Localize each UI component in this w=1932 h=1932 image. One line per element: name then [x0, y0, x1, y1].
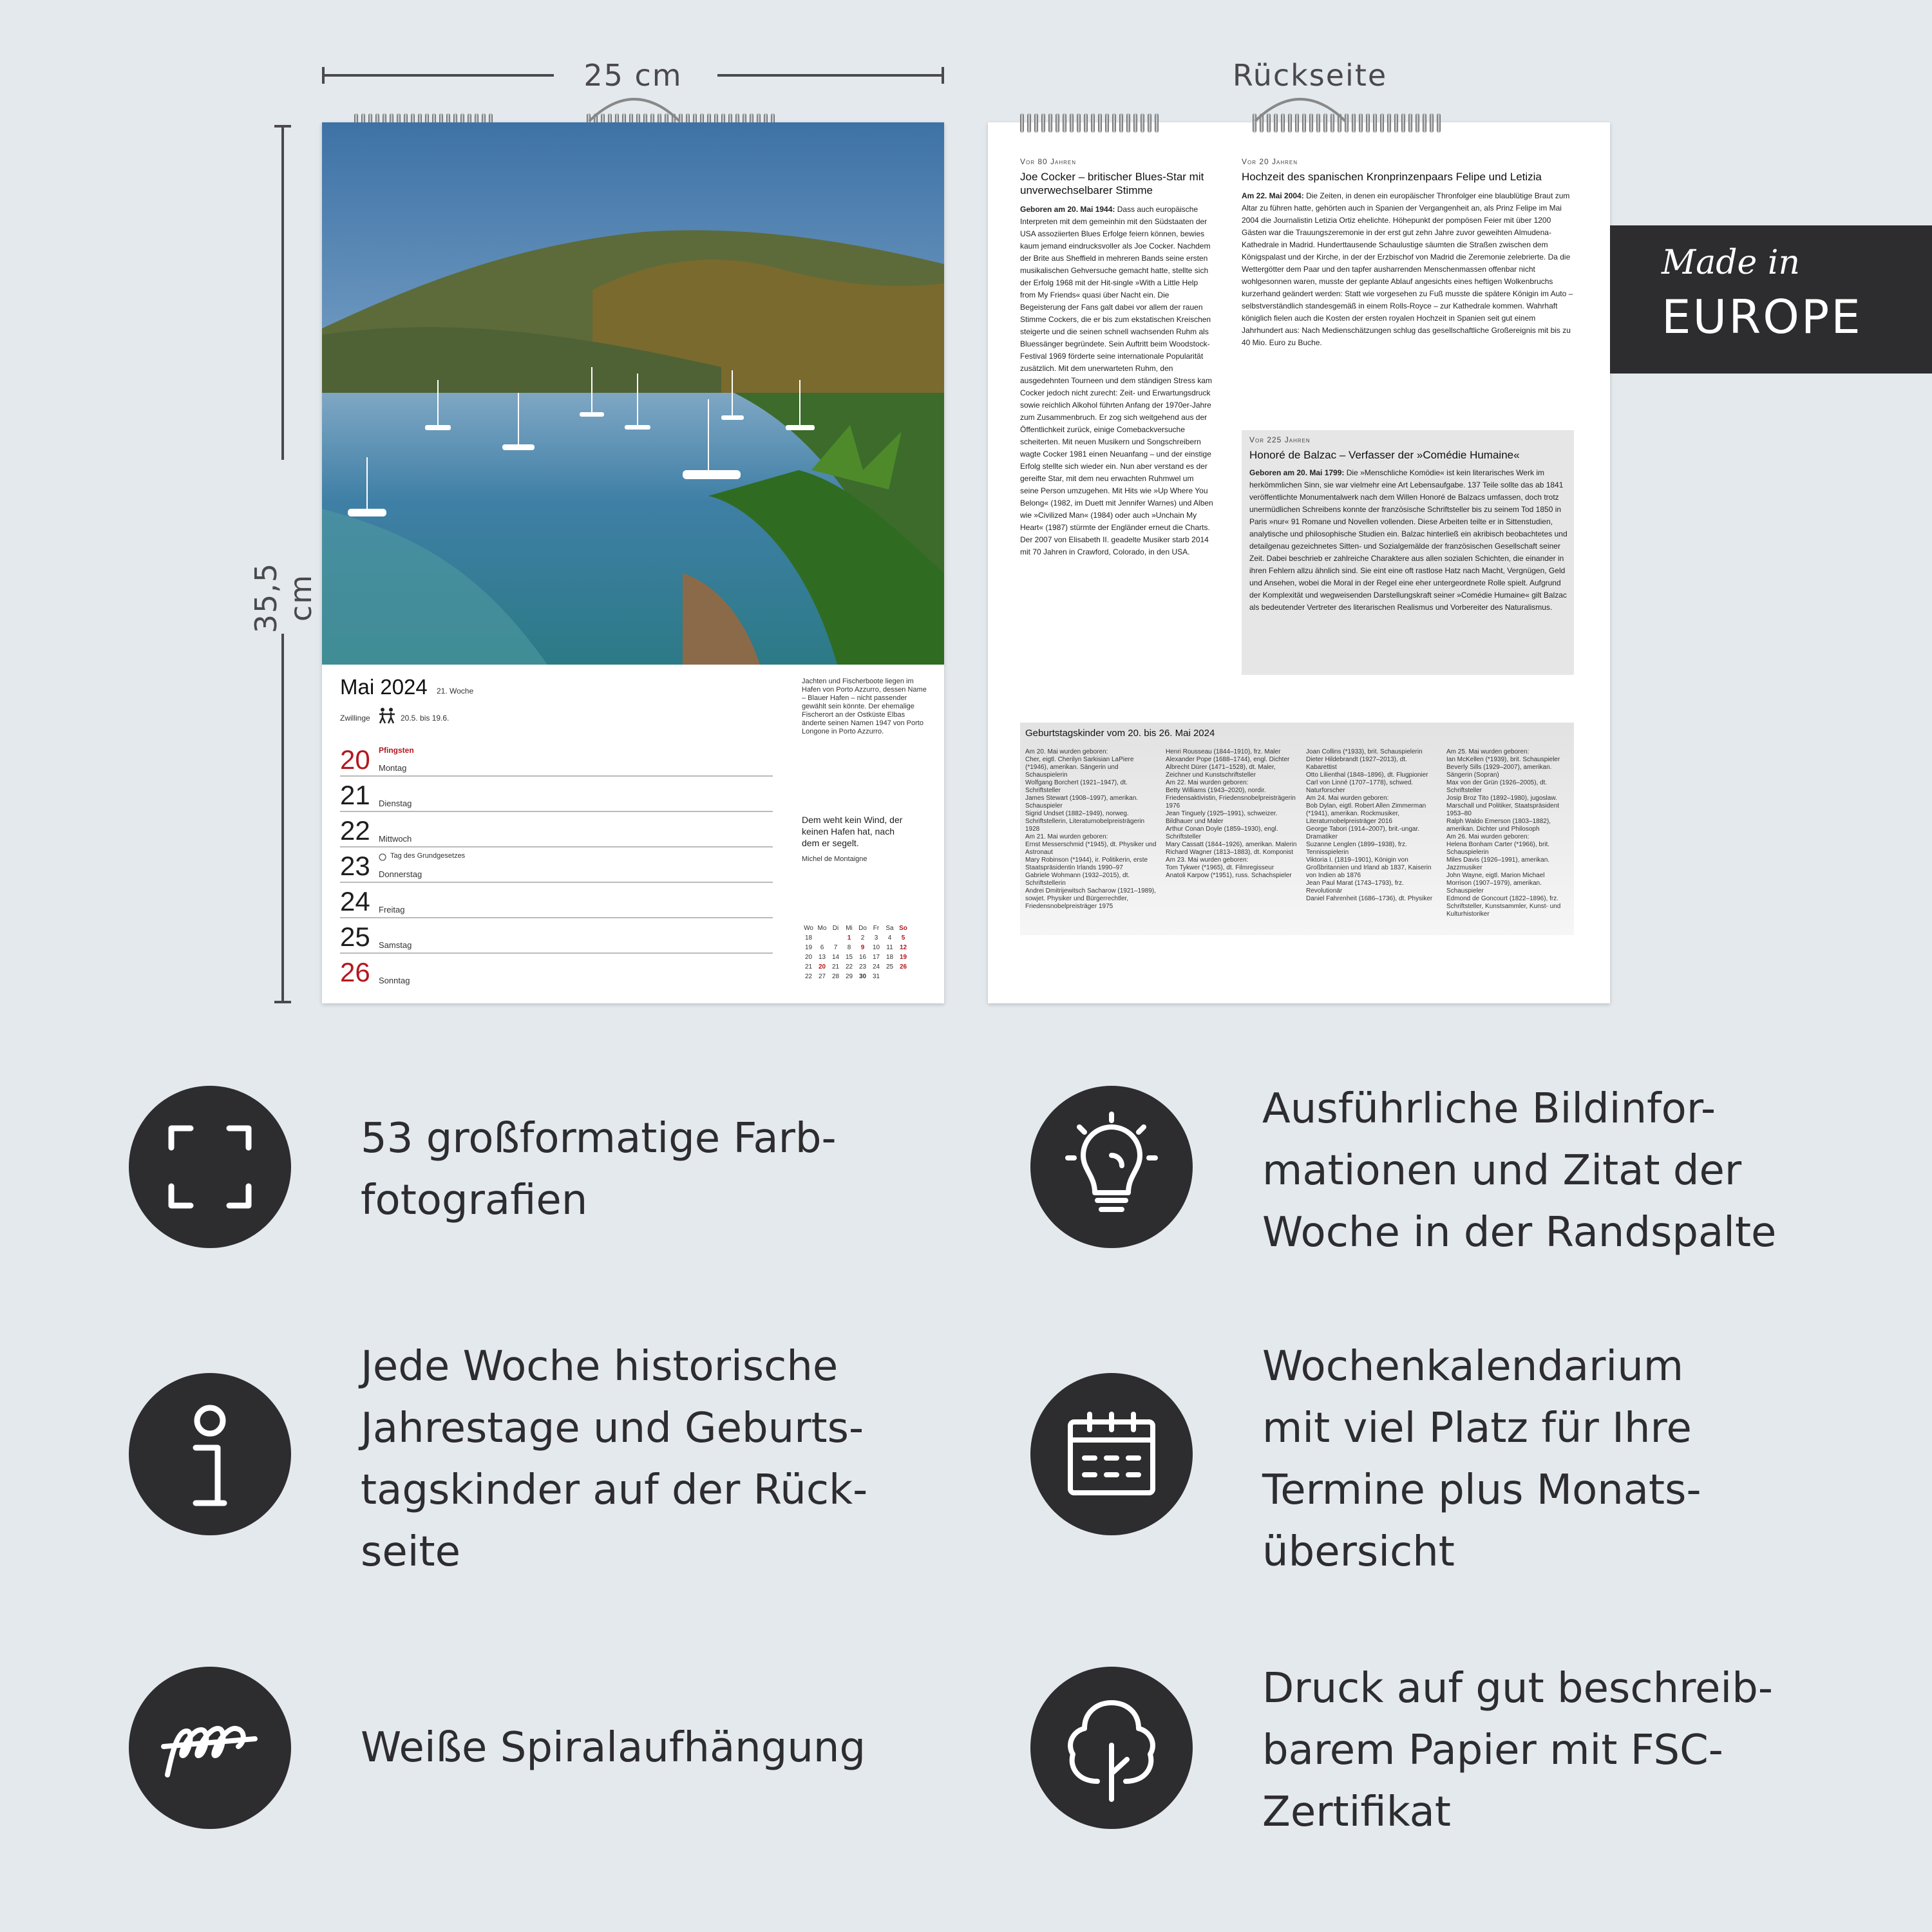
weekday-name: Mittwoch	[379, 834, 412, 844]
mini-cal-cell: 15	[845, 954, 853, 961]
zodiac-dates: 20.5. bis 19.6.	[401, 714, 450, 723]
calendar-back-sheet	[988, 122, 1610, 1003]
day-row[interactable]	[340, 776, 773, 812]
mini-cal-cell	[883, 972, 896, 981]
info-icon	[129, 1373, 291, 1535]
mini-cal-header: Do	[858, 925, 867, 932]
birthdays-title: Geburtstagskinder vom 20. bis 26. Mai 2024	[1025, 728, 1215, 739]
mini-cal-cell: 22	[804, 973, 813, 980]
mini-cal-cell: 21	[831, 963, 840, 971]
tree-icon	[1030, 1667, 1193, 1829]
day-number: 23	[340, 851, 370, 881]
mini-cal-cell: 7	[833, 944, 838, 951]
day-number: 21	[340, 780, 370, 810]
feature-text-info: Ausführliche Bildinfor- mationen und Zitat der Woche in der Randspalte	[1262, 1085, 1777, 1256]
article-kicker: Vor 80 Jahren	[1020, 157, 1077, 166]
mini-cal-cell: 28	[831, 973, 840, 980]
month-title: Mai 2024	[340, 675, 428, 699]
day-row[interactable]	[340, 918, 773, 954]
mini-cal-header: Di	[832, 925, 839, 932]
week-label: 21. Woche	[437, 687, 474, 696]
mini-cal-cell	[829, 933, 842, 943]
mini-cal-cell: 4	[887, 934, 892, 942]
mini-cal-cell: 22	[845, 963, 853, 971]
day-number: 22	[340, 815, 370, 846]
mini-cal-header: Fr	[873, 925, 880, 932]
weekday-name: Donnerstag	[379, 869, 422, 879]
mini-cal-cell	[896, 972, 910, 981]
badge-main-text: EUROPE	[1662, 290, 1862, 344]
article-felipe-letizia	[1242, 157, 1578, 349]
weekday-name: Samstag	[379, 940, 412, 950]
made-in-europe-badge	[1610, 225, 1932, 374]
mini-cal-cell: 9	[860, 944, 865, 951]
height-dimension	[249, 125, 318, 1003]
photo-caption: Jachten und Fischerboote liegen im Hafen von Porto Azzurro, dessen Name – Blauer Hafen – nicht passender gewählt sein könnte. Der ehemalige Fischerort an der Ostküste Elbas änderte seinen Namen 1947 von Porto Longone in Porto Azzurro.	[802, 677, 927, 735]
birthdays-box	[1020, 723, 1574, 935]
feature-text-spiral: Weiße Spiralaufhängung	[361, 1724, 866, 1772]
frame-icon	[129, 1086, 291, 1248]
mini-cal-cell: 19	[899, 954, 907, 961]
hanger-hook	[586, 97, 683, 122]
article-body: Die Zeiten, in denen ein europäischer Thronfolger eine blaublütige Braut zum Altar zu führen hatte, gehörten auch in Spanien der Vergangenheit an, als Prinz Felipe im Mai 2004 die Journalistin Letizia Ortiz ehelichte. Höhepunkt der pompösen Feier mit über 1200 Gästen war die Trauungszeremonie in der erst gut zehn Jahre zuvor geweihten Almudena-Kathedrale in Madrid. Hunderttausende Schaulustige säumten die Straßen zwischen dem Königspalast und der Kirche, in der der Erzbischof von Madrid die Zeremonie zelebrierte. Da die Wettergötter dem Paar und den tapfer ausharrenden Menschenmassen offenbar nicht wohlgesonnen waren, musste der geplante Ablauf angesichts eines heftigen Wolkenbruchs kurzerhand geändert werden: Statt wie vorgesehen zu Fuß musste die spätere Königin im Auto – selbstverständlich standesgemäß in einem Rolls-Royce – zur Kathedrale kommen. Wahrhaft königlich fielen auch die Kosten der ersten royalen Hochzeit in Spanien seit gut einem Jahrhundert aus: Nach Medienschätzungen schlug das gesellschaftliche Großereignis mit bis zu 40 Mio. Euro zu Buche.	[1242, 191, 1573, 347]
mini-cal-cell: 24	[872, 963, 880, 971]
mini-cal-cell: 6	[820, 944, 824, 951]
calendar-icon	[1030, 1373, 1193, 1535]
mini-cal-header: Mo	[817, 925, 827, 932]
mini-cal-cell: 14	[831, 954, 840, 961]
mini-month-calendar	[802, 923, 910, 981]
article-lead: Geboren am 20. Mai 1944:	[1020, 205, 1115, 214]
mini-cal-cell: 2	[860, 934, 865, 942]
mini-cal-cell: 25	[886, 963, 894, 971]
mini-cal-header: Mi	[846, 925, 853, 932]
mini-cal-cell: 18	[804, 934, 813, 942]
day-row[interactable]	[340, 811, 773, 848]
article-balzac	[1242, 430, 1574, 675]
mini-cal-header: So	[899, 925, 907, 932]
zodiac-label: Zwillinge	[340, 714, 370, 723]
birthday-column: Am 20. Mai wurden geboren: Cher, eigtl. Cherilyn Sarkisian LaPiere (*1946), amerikan. Sängerin und Schauspielerin Wolfgang Borchert (1921–1947), dt. Schriftsteller James Stewart (1908–1997), amerikan. Schauspieler Sigrid Undset (1882–1949), norweg. Schriftstellerin, Literaturnobelpreisträgerin 1928 Am 21. Mai wurden geboren: Ernst Messerschmid (*1945), dt. Physiker und Astronaut Mary Robinson (*1944), ir. Politikerin, erste Staatspräsidentin Irlands 1990–97 Gabriele Wohmann (1932–2015), dt. Schriftstellerin Andrei Dmitrijewitsch Sacharow (1921–1989), sowjet. Physiker und Bürgerrechtler, Friedensnobelpreisträger 1975	[1025, 748, 1157, 910]
article-kicker: Vor 20 Jahren	[1242, 157, 1298, 166]
quote-author: Michel de Montaigne	[802, 855, 867, 863]
birthday-column: Henri Rousseau (1844–1910), frz. Maler Alexander Pope (1688–1744), engl. Dichter Albrecht Dürer (1471–1528), dt. Maler, Zeichner und Kunstschriftsteller Am 22. Mai wurden geboren: Betty Williams (1943–2020), nordir. Friedensaktivistin, Friedensnobelpreisträgerin 1976 Jean Tinguely (1925–1991), schweizer. Bildhauer und Maler Arthur Conan Doyle (1859–1930), engl. Schriftsteller Mary Cassatt (1844–1926), amerikan. Malerin Richard Wagner (1813–1883), dt. Komponist Am 23. Mai wurden geboren: Tom Tykwer (*1965), dt. Filmregisseur Anatoli Karpow (*1951), russ. Schachspieler	[1166, 748, 1297, 879]
mini-cal-cell: 26	[899, 963, 907, 971]
mini-cal-cell: 1	[847, 934, 851, 942]
mini-cal-cell: 30	[858, 973, 867, 980]
back-side-label: Rückseite	[1232, 58, 1388, 93]
mini-cal-header: Sa	[886, 925, 894, 932]
day-number: 25	[340, 922, 370, 952]
day-row[interactable]	[340, 847, 773, 883]
mini-cal-cell: 16	[858, 954, 867, 961]
weekday-name: Montag	[379, 763, 407, 773]
day-number: 20	[340, 744, 370, 775]
mini-cal-cell: 13	[818, 954, 826, 961]
holiday-label: Tag des Grundgesetzes	[390, 852, 466, 860]
mini-cal-cell: 5	[901, 934, 905, 942]
mini-cal-cell	[815, 933, 829, 943]
birthday-column: Joan Collins (*1933), brit. Schauspielerin Dieter Hildebrandt (1927–2013), dt. Kabarettist Otto Lilienthal (1848–1896), dt. Flugpionier Carl von Linné (1707–1778), schwed. Naturforscher Am 24. Mai wurden geboren: Bob Dylan, eigtl. Robert Allen Zimmerman (*1941), amerikan. Rockmusiker, Literaturnobelpreisträger 2016 George Tabori (1914–2007), brit.-ungar. Dramatiker Suzanne Lenglen (1899–1938), frz. Tennisspielerin Viktoria I. (1819–1901), Königin von Großbritannien und Irland ab 1837, Kaiserin von Indien ab 1876 Jean Paul Marat (1743–1793), frz. Revolutionär Daniel Fahrenheit (1686–1736), dt. Physiker	[1306, 748, 1433, 902]
mini-cal-cell: 11	[886, 944, 893, 951]
weekday-name: Freitag	[379, 905, 405, 914]
day-row[interactable]	[340, 953, 773, 988]
article-title: Honoré de Balzac – Verfasser der »Comédie Humaine«	[1249, 449, 1520, 461]
article-lead: Geboren am 20. Mai 1799:	[1249, 468, 1345, 477]
mini-cal-cell: 3	[874, 934, 878, 942]
quote: Dem weht kein Wind, der keinen Hafen hat, nach dem er segelt.	[802, 815, 903, 848]
width-dimension	[322, 58, 944, 97]
feature-text-photos: 53 großformatige Farb- fotografien	[361, 1115, 837, 1224]
article-lead: Am 22. Mai 2004:	[1242, 191, 1304, 200]
height-label: 35,5 cm	[249, 562, 318, 634]
mini-cal-cell: 17	[872, 954, 880, 961]
mini-cal-cell: 27	[818, 973, 826, 980]
feature-text-paper: Druck auf gut beschreib- barem Papier mit FSC- Zertifikat	[1262, 1665, 1773, 1836]
article-title: Joe Cocker – britischer Blues-Star mit unverwechselbarer Stimme	[1020, 171, 1204, 196]
article-body: Die »Menschliche Komödie« ist kein literarisches Werk im herkömmlichen Sinn, sie war vielmehr eine Art Lebensaufgabe. 137 Teile sollte das ab 1841 veröffentlichte Monumentalwerk nach dem Willen Honoré de Balzacs umfassen, doch trotz unermüdlichen Schreibens konnte der französische Schriftsteller bis zu seinem Tod 1850 in Paris »nur« 91 Romane und Novellen vollenden. Diese Arbeiten teilte er in Sittenstudien, analytische und philosophische Studien ein. Balzac hinterließ ein akribisch beobachtetes und detailgenau gezeichnetes Sitten- und Sozialgemälde der französischen Gesellschaft seiner Zeit. Dabei beschrieb er zahlreiche Charaktere aus allen sozialen Schichten, die einander in ihren Fehlern allzu ähnlich sind. Sie eint eine oft rastlose Hatz nach Macht, Vergnügen, Geld und Ansehen, wobei die Moral in der Regel eine eher untergeordnete Rolle spielt. Aufgrund der Komplexität und wegweisenden Darstellungskraft seiner »Comédie Humaine« gilt Balzac als bedeutender Vertreter des literarischen Realismus und Vorbereiter des Naturalismus.	[1249, 468, 1567, 612]
mini-cal-cell: 23	[858, 963, 867, 971]
badge-script-text: Made in	[1662, 243, 1800, 282]
mini-cal-cell: 18	[886, 954, 894, 961]
lightbulb-icon	[1030, 1086, 1193, 1248]
mini-cal-cell: 20	[804, 954, 813, 961]
article-body: Dass auch europäische Interpreten mit dem gemeinhin mit den Südstaaten der USA assoziierten Blues Erfolge feiern können, bewies kaum jemand eindrucksvoller als Joe Cocker. Nachdem der Brite aus Sheffield in mehreren Bands seine ersten musikalischen Gehversuche gemacht hatte, stellte sich der Erfolg 1968 mit der Hit-single »With a Little Help from My Friends« quasi über Nacht ein. Die Begeisterung der Fans galt dabei vor allem der rauen Stimme Cockers, die er bis zum ekstatischen Kreischen steigerte und die seinen schnell wachsenden Ruhm als Bluessänger begründete. Sein Auftritt beim Woodstock-Festival 1969 förderte seine internationale Popularität zusätzlich. Mit dem unerwarteten Ruhm, den ausgedehnten Tourneen und dem ständigen Stress kam Cocker jedoch nicht zurecht: Zeit- und Erwartungsdruck sowie reichlich Alkohol führten Anfang der 1970er-Jahre zum Zusammenbruch. Er zog sich weitgehend aus der Öffentlichkeit zurück, einige Comebackversuche scheiterten. Mit neuen Musikern und Songschreibern wagte Cocker 1981 einen Neuanfang – und der einstige Erfolg stellte sich wieder ein. Nun aber verstand es der gereifte Star, mit dem neu erwachten Ruhmwel um seine Person umzugehen. Mit Hits wie »Up Where You Belong« (1982, im Duett mit Jennifer Warnes) und Alben wie »Civilized Man« (1984) oder auch »Unchain My Heart« (1987) stürmte der Engländer erneut die Charts. Der 2007 von Elisabeth II. geadelte Musiker starb 2014 mit 70 Jahren in Crawford, Colorado, in den USA.	[1020, 205, 1213, 556]
spiral-icon	[129, 1667, 291, 1829]
moon-phase-icon	[379, 853, 386, 861]
harbor-photo	[322, 122, 944, 665]
mini-cal-cell: 29	[845, 973, 853, 980]
mini-cal-cell: 8	[847, 944, 851, 951]
birthday-column: Am 25. Mai wurden geboren: Ian McKellen (*1939), brit. Schauspieler Beverly Sills (1929–2007), amerikan. Sängerin (Sopran) Max von der Grün (1926–2005), dt. Schriftsteller Josip Broz Tito (1892–1980), jugoslaw. Marschall und Politiker, Staatspräsident 1953–80 Ralph Waldo Emerson (1803–1882), amerikan. Dichter und Philosoph Am 26. Mai wurden geboren: Helena Bonham Carter (*1966), brit. Schauspielerin Miles Davis (1926–1991), amerikan. Jazzmusiker John Wayne, eigtl. Marion Michael Morrison (1907–1979), amerikan. Schauspieler Edmond de Goncourt (1822–1896), frz. Schriftsteller, Kunstsammler, Kunst- und Kulturhistoriker	[1446, 748, 1561, 918]
gemini-icon	[377, 707, 397, 724]
weekday-name: Sonntag	[379, 976, 410, 985]
holiday-label: Pfingsten	[379, 746, 414, 755]
article-kicker: Vor 225 Jahren	[1249, 435, 1311, 444]
weekday-name: Dienstag	[379, 799, 412, 808]
day-number: 24	[340, 886, 370, 916]
mini-cal-header: Wo	[804, 925, 813, 932]
mini-cal-cell: 19	[804, 944, 813, 951]
day-row[interactable]	[340, 882, 773, 918]
width-label: 25 cm	[583, 58, 683, 93]
mini-cal-cell: 20	[818, 963, 826, 971]
article-joe-cocker	[1020, 157, 1213, 558]
day-row[interactable]	[340, 741, 773, 777]
feature-text-calendar: Wochenkalendarium mit viel Platz für Ihre Termine plus Monats- übersicht	[1262, 1343, 1701, 1576]
day-number: 26	[340, 957, 370, 987]
hanger-hook	[1252, 97, 1349, 122]
mini-cal-cell: 21	[804, 963, 813, 971]
article-title: Hochzeit des spanischen Kronprinzenpaars Felipe und Letizia	[1242, 171, 1542, 183]
feature-text-history: Jede Woche historische Jahrestage und Geburts- tagskinder auf der Rück- seite	[361, 1343, 868, 1576]
mini-cal-cell: 12	[899, 944, 907, 951]
mini-cal-cell: 10	[872, 944, 880, 951]
mini-cal-cell: 31	[872, 973, 880, 980]
